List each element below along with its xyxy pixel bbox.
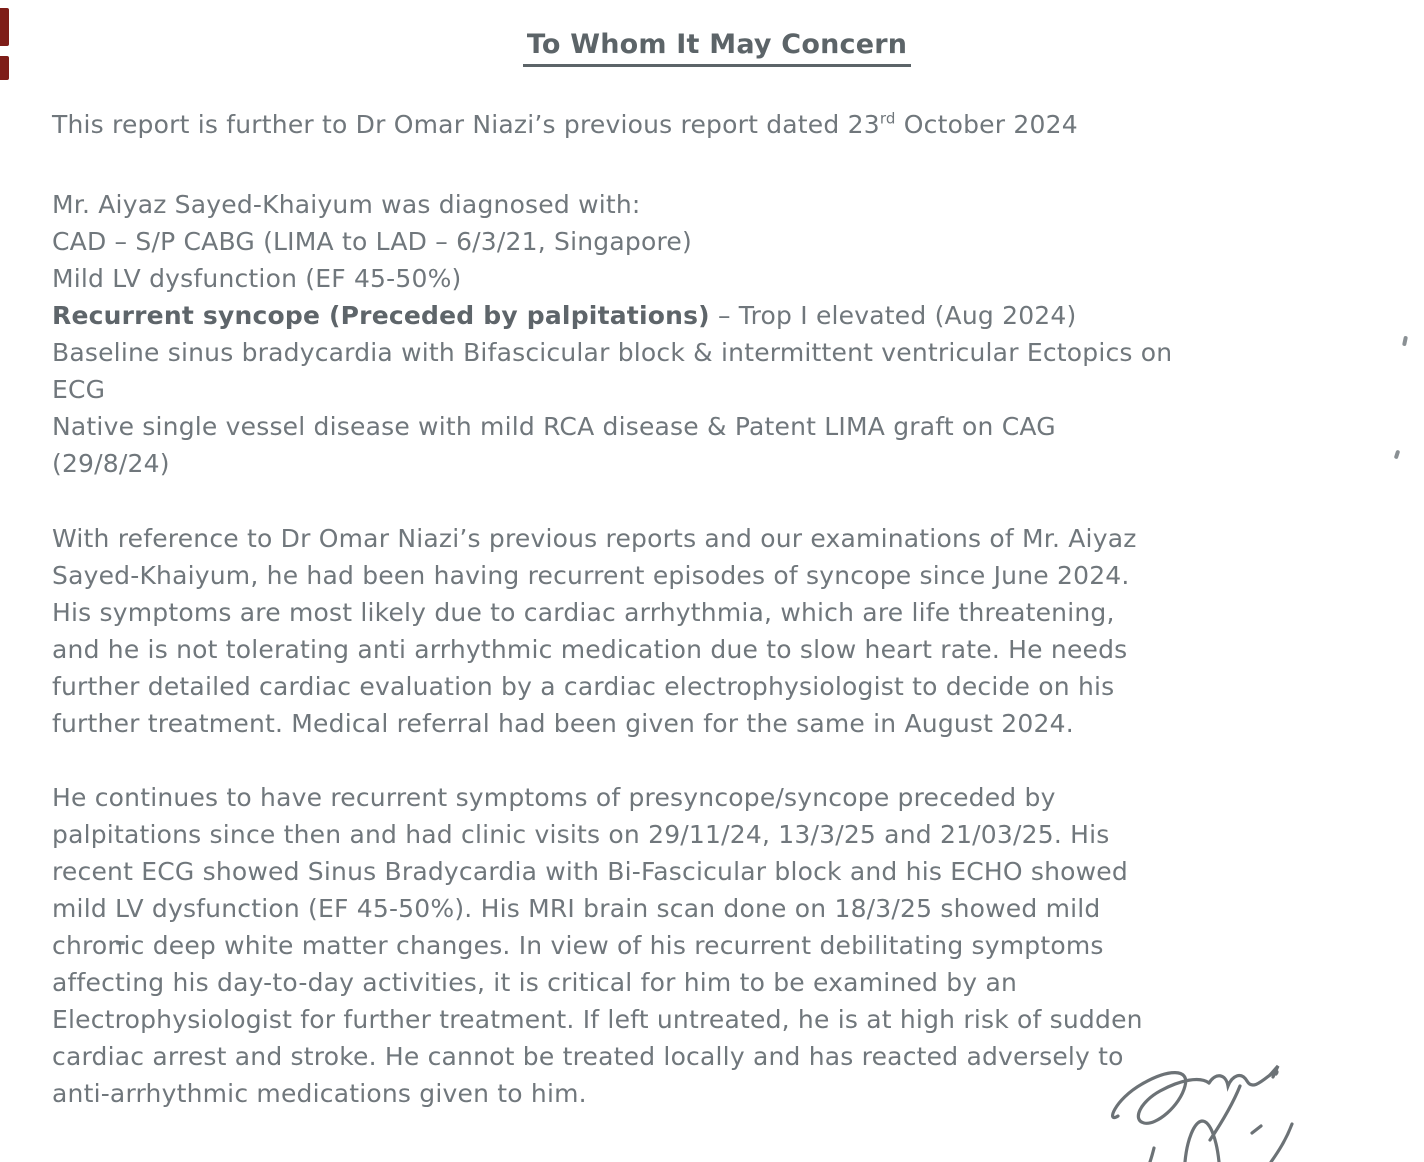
text-line: Mild LV dysfunction (EF 45-50%) (52, 264, 462, 293)
text-line: Mr. Aiyaz Sayed-Khaiyum was diagnosed with: (52, 190, 641, 219)
scan-speck (1394, 450, 1401, 460)
text-line: ECG (52, 375, 106, 404)
intro-paragraph (52, 106, 1382, 143)
text-line: recent ECG showed Sinus Bradycardia with Bi-Fascicular block and his ECHO showed (52, 857, 1128, 886)
text-line: anti-arrhythmic medications given to him. (52, 1079, 587, 1108)
ordinal-suffix: rd (879, 109, 896, 128)
text-line: (29/8/24) (52, 449, 170, 478)
scan-speck (1402, 336, 1408, 347)
text-line: chronic deep white matter changes. In view of his recurrent debilitating symptoms (52, 931, 1104, 960)
text-line: Sayed-Khaiyum, he had been having recurrent episodes of syncope since June 2024. (52, 561, 1130, 590)
text-line: cardiac arrest and stroke. He cannot be treated locally and has reacted adversely to (52, 1042, 1124, 1071)
text-line: affecting his day-to-day activities, it is critical for him to be examined by an (52, 968, 1018, 997)
bold-diagnosis-text: Recurrent syncope (Preceded by palpitations) (52, 301, 710, 330)
title-row (52, 26, 1382, 70)
diagnosis-block (52, 186, 1382, 482)
text-line: Baseline sinus bradycardia with Bifascicular block & intermittent ventricular Ectopics on (52, 338, 1173, 367)
text-line: further detailed cardiac evaluation by a cardiac electrophysiologist to decide on his (52, 672, 1115, 701)
text-line: His symptoms are most likely due to cardiac arrhythmia, which are life threatening, (52, 598, 1115, 627)
text-line: palpitations since then and had clinic visits on 29/11/24, 13/3/25 and 21/03/25. His (52, 820, 1110, 849)
text-line: Electrophysiologist for further treatment. If left untreated, he is at high risk of sudden (52, 1005, 1143, 1034)
letter-body (52, 26, 1382, 1112)
paragraph-examinations (52, 520, 1382, 742)
intro-text-tail: October 2024 (895, 110, 1078, 139)
text-line: With reference to Dr Omar Niazi’s previous reports and our examinations of Mr. Aiyaz (52, 524, 1137, 553)
text-line: Native single vessel disease with mild RCA disease & Patent LIMA graft on CAG (52, 412, 1056, 441)
scan-artifact-red-mark (0, 8, 9, 46)
scan-artifact-red-mark (0, 56, 9, 80)
signature-scribble (1080, 1030, 1424, 1162)
text-line: mild LV dysfunction (EF 45-50%). His MRI brain scan done on 18/3/25 showed mild (52, 894, 1101, 923)
document-title: To Whom It May Concern (523, 28, 911, 67)
diagnosis-text-tail: – Trop I elevated (Aug 2024) (709, 301, 1077, 330)
text-line: He continues to have recurrent symptoms of presyncope/syncope preceded by (52, 783, 1056, 812)
text-line: and he is not tolerating anti arrhythmic medication due to slow heart rate. He needs (52, 635, 1128, 664)
text-line: further treatment. Medical referral had been given for the same in August 2024. (52, 709, 1074, 738)
intro-text: This report is further to Dr Omar Niazi’s previous report dated 23 (52, 110, 880, 139)
text-line-emphasized (52, 297, 1382, 334)
text-line: CAD – S/P CABG (LIMA to LAD – 6/3/21, Singapore) (52, 227, 692, 256)
